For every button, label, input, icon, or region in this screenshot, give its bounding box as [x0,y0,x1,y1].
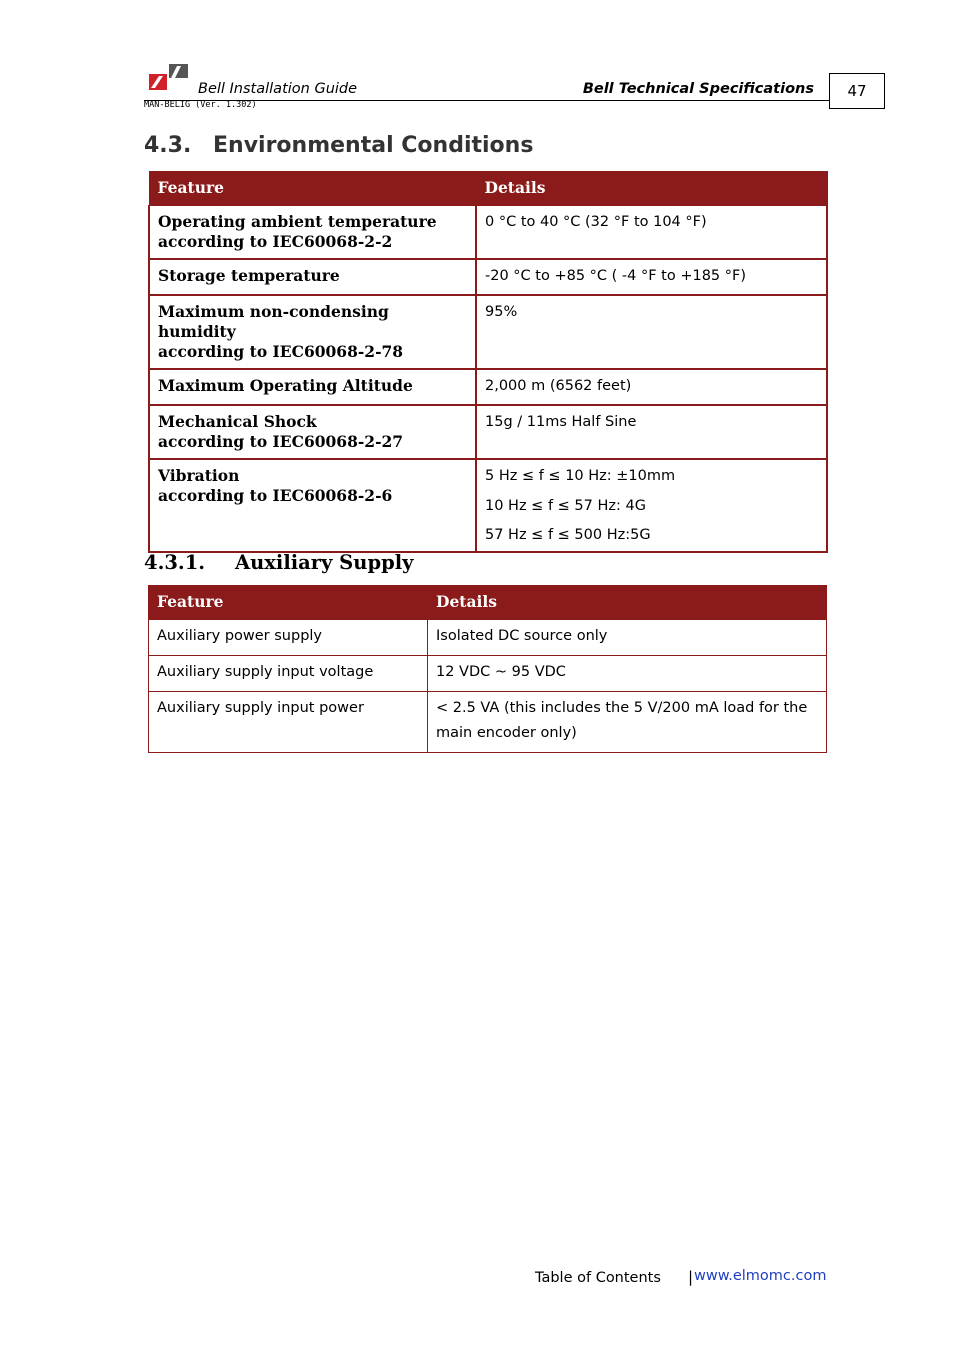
vibration-line: 5 Hz ≤ f ≤ 10 Hz: ±10mm [485,468,676,484]
table-row [149,459,827,552]
header-section-title: Bell Technical Specifications [582,81,814,97]
details-cell [476,459,827,552]
table-row [149,295,827,369]
header-feature: Feature [149,172,476,206]
feature-cell: Mechanical Shock according to IEC60068-2-27 [149,405,476,459]
feature-cell: Auxiliary power supply [149,620,428,656]
table-header-row [149,586,827,620]
details-cell: < 2.5 VA (this includes the 5 V/200 mA load for the main encoder only) [428,692,827,753]
page-number: 47 [829,73,885,109]
details-cell: 0 °C to 40 °C (32 °F to 104 °F) [476,206,827,260]
table-row [149,206,827,260]
doc-title: Bell Installation Guide [198,81,358,97]
table-row [149,620,827,656]
feature-cell: Auxiliary supply input voltage [149,656,428,692]
section-heading [144,133,533,158]
header-details: Details [476,172,827,206]
section-title: Environmental Conditions [213,133,534,158]
details-cell: 12 VDC ~ 95 VDC [428,656,827,692]
vibration-line: 10 Hz ≤ f ≤ 57 Hz: 4G [485,497,646,514]
footer-website-link[interactable]: www.elmomc.com [694,1268,827,1284]
details-cell: -20 °C to +85 °C ( -4 °F to +185 °F) [476,259,827,295]
table-header-row [149,172,827,206]
feature-cell: Storage temperature [149,259,476,295]
elmo-logo [147,62,189,92]
subsection-title: Auxiliary Supply [235,551,414,574]
footer-toc-link[interactable]: Table of Contents [535,1270,661,1286]
table-row [149,656,827,692]
table-row [149,259,827,295]
section-number: 4.3. [144,133,192,158]
environmental-table [148,171,828,553]
subsection-heading [144,551,413,574]
vibration-line: 57 Hz ≤ f ≤ 500 Hz:5G [485,527,651,543]
header-details: Details [428,586,827,620]
details-cell: 95% [476,295,827,369]
table-row [149,692,827,753]
subsection-number: 4.3.1. [144,551,206,574]
feature-cell: Vibration according to IEC60068-2-6 [149,459,476,552]
table-row [149,405,827,459]
feature-cell: Operating ambient temperature according to IEC60068-2-2 [149,206,476,260]
feature-cell: Maximum non-condensing humidity according to IEC60068-2-78 [149,295,476,369]
details-cell: Isolated DC source only [428,620,827,656]
doc-version: MAN-BELIG (Ver. 1.302) [144,100,257,110]
details-cell: 2,000 m (6562 feet) [476,369,827,405]
header-feature: Feature [149,586,428,620]
details-cell: 15g / 11ms Half Sine [476,405,827,459]
footer-separator: | [688,1268,694,1286]
feature-cell: Maximum Operating Altitude [149,369,476,405]
table-row [149,369,827,405]
auxiliary-table [148,585,827,753]
feature-cell: Auxiliary supply input power [149,692,428,753]
